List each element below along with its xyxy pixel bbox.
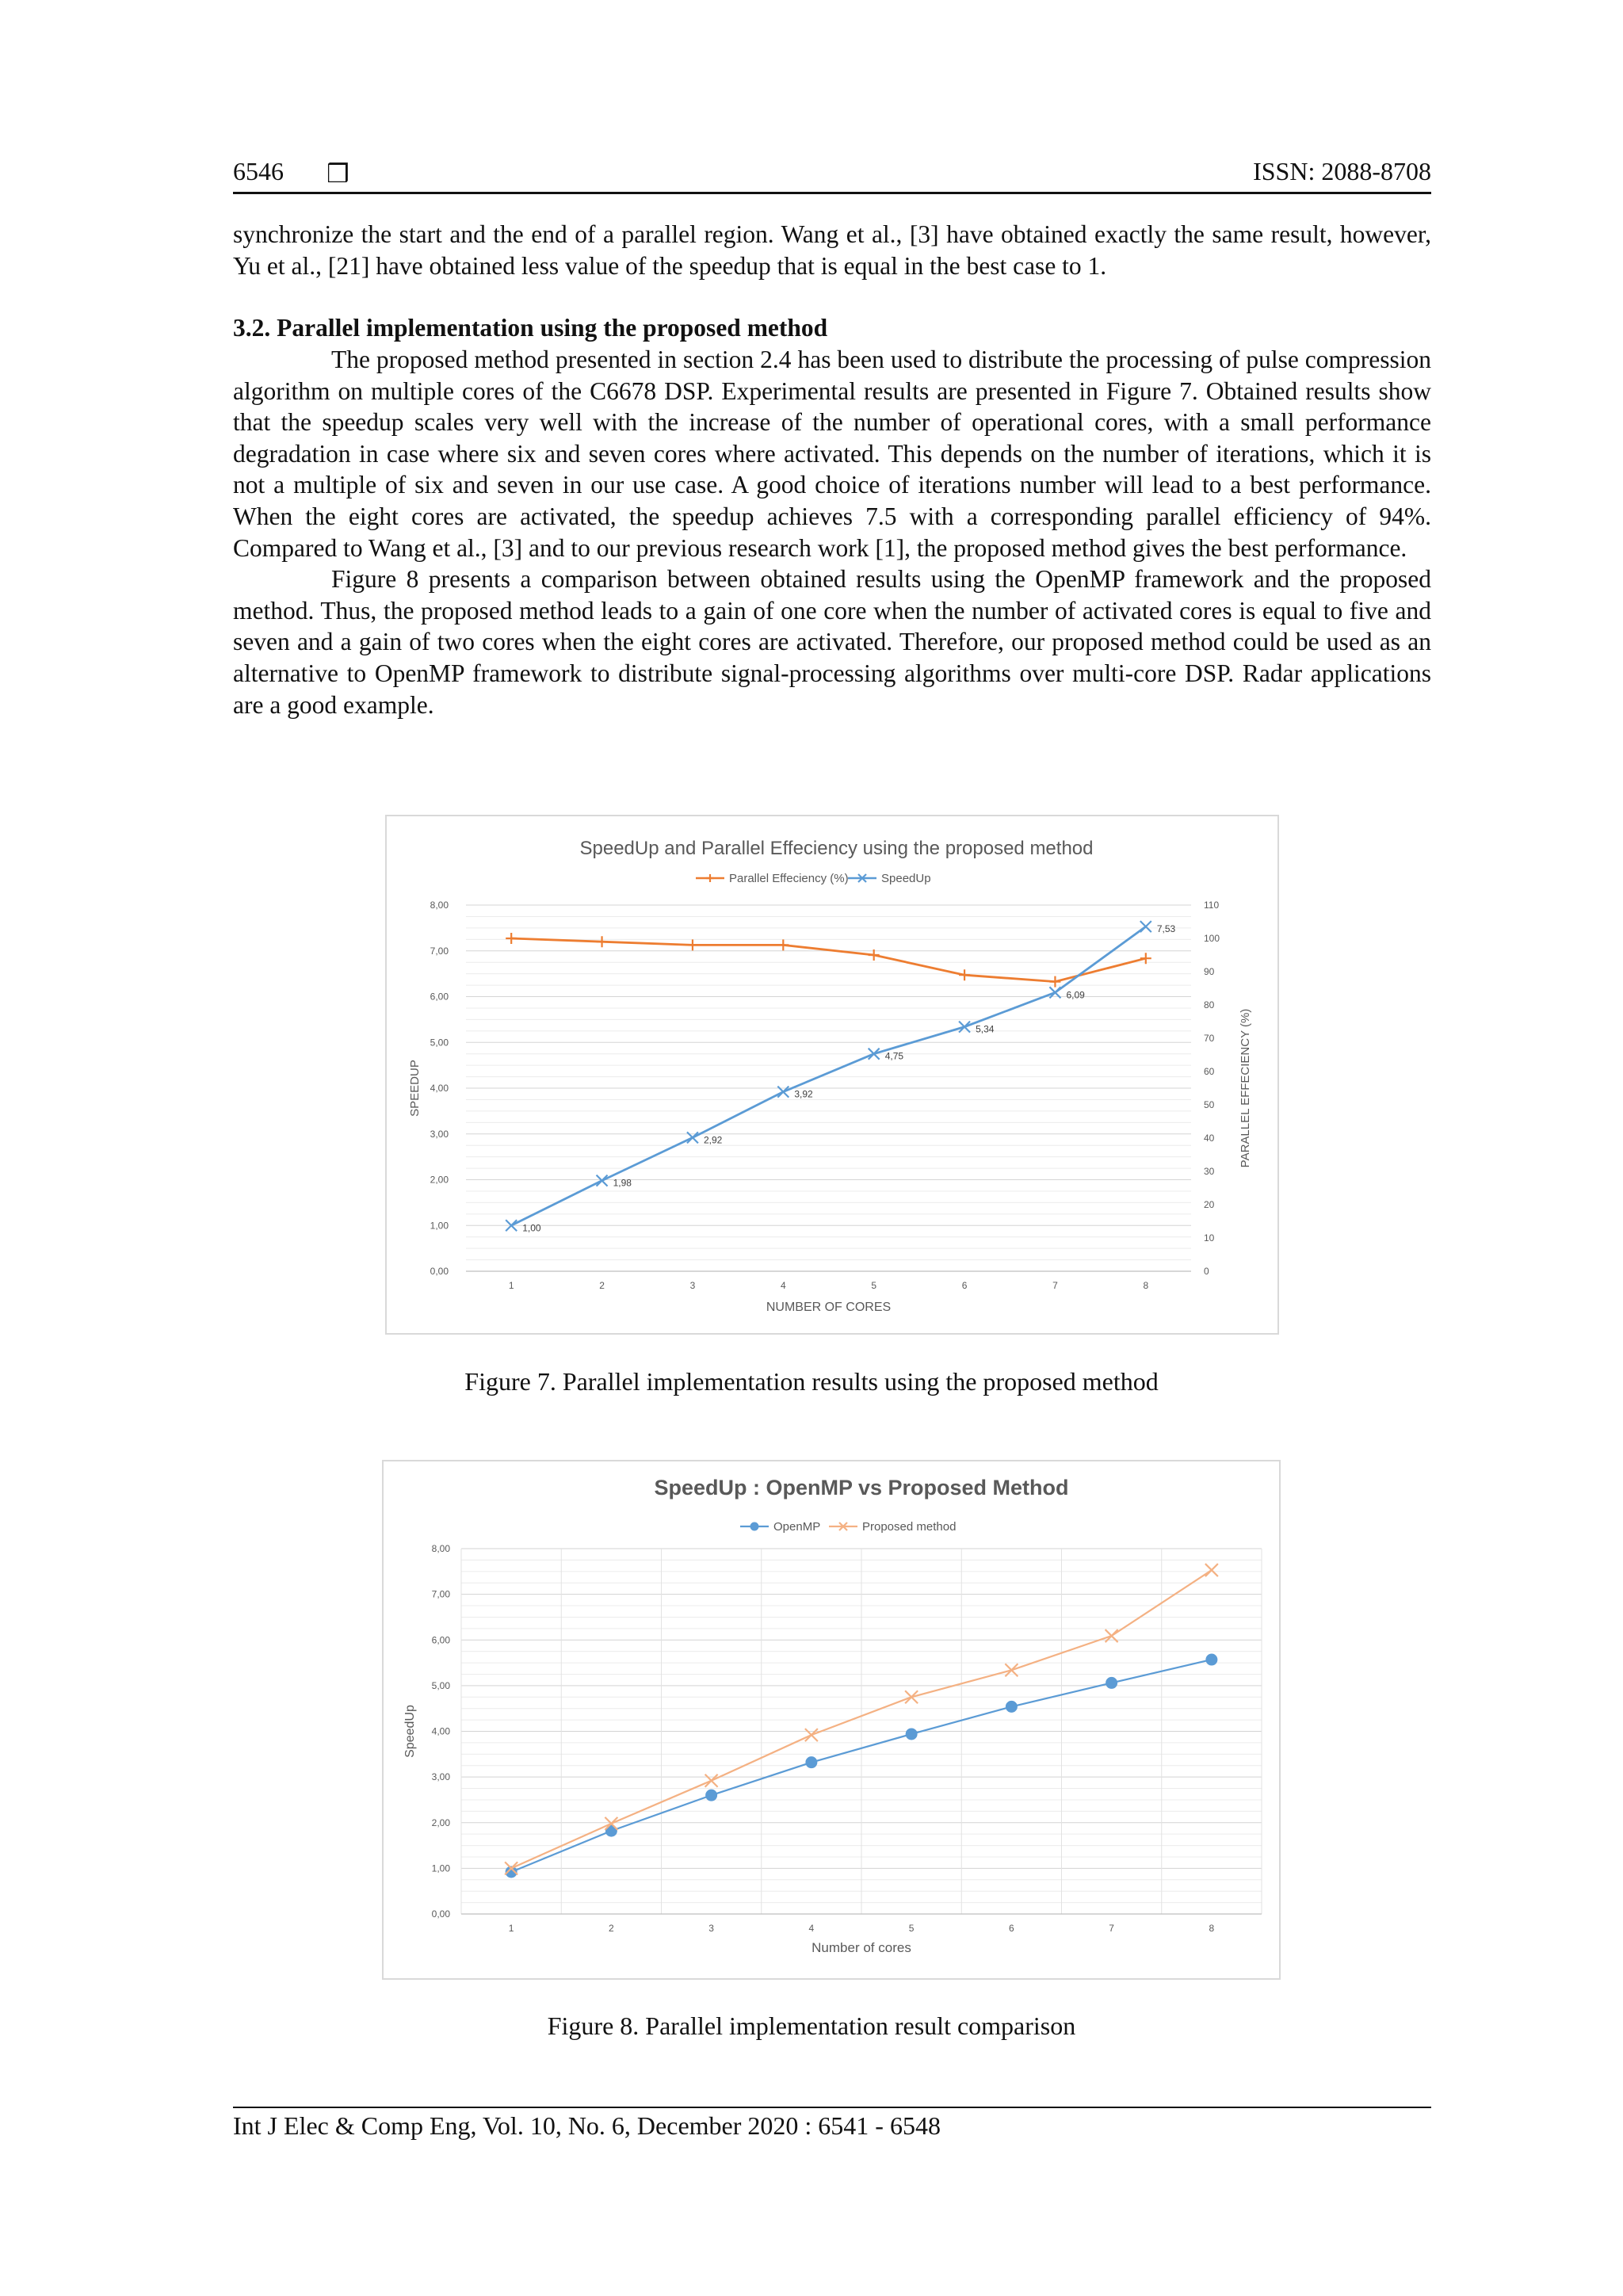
y-axis-label: SpeedUp xyxy=(403,1705,417,1758)
x-tick-label: 8 xyxy=(1209,1923,1215,1934)
y2-tick-label: 70 xyxy=(1204,1033,1215,1044)
footer-citation: Int J Elec & Comp Eng, Vol. 10, No. 6, December 2020 : 6541 - 6548 xyxy=(233,2111,941,2140)
legend-marker xyxy=(706,874,714,882)
legend-marker xyxy=(750,1522,758,1530)
y-tick-label: 5,00 xyxy=(430,1037,449,1049)
y2-tick-label: 10 xyxy=(1204,1232,1215,1244)
paragraph-2: The proposed method presented in section 2.4 has been used to distribute the processing of pulse compression algorithm on multiple cores of the C6678 DSP. Experimental results are presented in Figure 7. Obtained results show that the speedup scales very well with the increase of the number of operational cores, with a small performance degradation in case where six and seven cores where activated. This depends on the number of iterations, which it is not a multiple of six and seven in our use case. A good choice of iterations number will lead to a best performance. When the eight cores are activated, the speedup achieves 7.5 with a corresponding parallel efficiency of 94%. Compared to Wang et al., [3] and to our previous research work [1], the proposed method gives the best performance. xyxy=(233,346,1431,562)
y-tick-label: 6,00 xyxy=(431,1634,450,1646)
figure-8 xyxy=(382,1460,1281,1980)
y-tick-label: 3,00 xyxy=(430,1128,449,1140)
y-tick-label: 1,00 xyxy=(430,1220,449,1232)
y2-tick-label: 40 xyxy=(1204,1133,1215,1144)
chart-title: SpeedUp : OpenMP vs Proposed Method xyxy=(654,1476,1069,1499)
legend-label: SpeedUp xyxy=(881,872,931,885)
data-label: 1,00 xyxy=(522,1222,541,1234)
y-tick-label: 2,00 xyxy=(431,1817,450,1828)
page-header xyxy=(233,152,1431,193)
y2-tick-label: 0 xyxy=(1204,1266,1209,1277)
x-tick-label: 7 xyxy=(1109,1923,1114,1934)
x-tick-label: 1 xyxy=(508,1280,514,1291)
data-point xyxy=(597,936,608,947)
x-tick-label: 7 xyxy=(1052,1280,1058,1291)
x-tick-label: 5 xyxy=(871,1280,877,1291)
figure-7-chart xyxy=(387,816,1277,1333)
footer-rule xyxy=(233,2107,1431,2108)
y-tick-label: 0,00 xyxy=(431,1908,450,1920)
figure-7 xyxy=(385,815,1279,1335)
paragraph-3: Figure 8 presents a comparison between obtained results using the OpenMP framework and the proposed method. Thus, the proposed method leads to a gain of one core when the number of activated cores is equal to five and seven and a gain of two cores when the eight cores are activated. Therefore, our proposed method could be used as an alternative to OpenMP framework to distribute signal-processing algorithms over multi-core DSP. Radar applications are a good example. xyxy=(233,565,1431,719)
data-label: 7,53 xyxy=(1156,923,1176,935)
issn: ISSN: 2088-8708 xyxy=(1253,157,1431,185)
data-point xyxy=(1206,1654,1217,1665)
data-label: 2,92 xyxy=(703,1134,723,1146)
x-tick-label: 5 xyxy=(908,1923,915,1934)
data-label: 5,34 xyxy=(976,1023,995,1035)
legend-label: OpenMP xyxy=(773,1520,821,1534)
y-tick-label: 3,00 xyxy=(431,1771,450,1783)
x-axis-label: NUMBER OF CORES xyxy=(766,1301,892,1314)
data-point xyxy=(1106,1677,1117,1688)
data-point xyxy=(906,1729,917,1740)
paragraph-intro xyxy=(233,219,1431,281)
x-tick-label: 4 xyxy=(780,1280,786,1291)
data-point xyxy=(1006,1701,1017,1712)
y-tick-label: 8,00 xyxy=(431,1543,450,1554)
figure-8-chart xyxy=(384,1461,1279,1978)
data-point xyxy=(959,969,970,980)
legend-label: Parallel Effeciency (%) xyxy=(729,872,849,885)
x-tick-label: 2 xyxy=(599,1280,605,1291)
y2-tick-label: 80 xyxy=(1204,999,1215,1010)
y2-tick-label: 50 xyxy=(1204,1099,1215,1110)
data-label: 1,98 xyxy=(613,1177,632,1189)
y2-tick-label: 90 xyxy=(1204,966,1215,977)
y2-tick-label: 30 xyxy=(1204,1166,1215,1177)
y-tick-label: 1,00 xyxy=(431,1862,450,1874)
y-tick-label: 7,00 xyxy=(431,1588,450,1600)
data-point xyxy=(806,1757,817,1768)
data-point xyxy=(705,1775,718,1787)
x-tick-label: 6 xyxy=(1009,1923,1014,1934)
y2-tick-label: 20 xyxy=(1204,1199,1215,1210)
x-axis-label: Number of cores xyxy=(812,1940,911,1955)
data-point xyxy=(1140,921,1151,932)
y-axis-label: SPEEDUP xyxy=(408,1060,422,1117)
y-tick-label: 0,00 xyxy=(430,1266,449,1277)
y2-tick-label: 110 xyxy=(1204,900,1220,911)
section-heading: 3.2. Parallel implementation using the proposed method xyxy=(233,314,828,342)
x-tick-label: 6 xyxy=(961,1280,968,1291)
series-line-speedup xyxy=(511,926,1146,1225)
data-point xyxy=(597,1175,608,1186)
data-label: 4,75 xyxy=(884,1050,904,1062)
x-tick-label: 1 xyxy=(508,1923,514,1934)
y-tick-label: 5,00 xyxy=(431,1679,450,1691)
figure-7-caption: Figure 7. Parallel implementation results using the proposed method xyxy=(464,1367,1159,1396)
data-point xyxy=(706,1790,717,1801)
y2-tick-label: 60 xyxy=(1204,1066,1215,1077)
y-tick-label: 4,00 xyxy=(431,1725,450,1737)
y-tick-label: 4,00 xyxy=(430,1083,449,1094)
x-tick-label: 8 xyxy=(1143,1280,1149,1291)
y2-axis-label: PARALLEL EFFECIENCY (%) xyxy=(1239,1008,1252,1168)
x-tick-label: 3 xyxy=(689,1280,696,1291)
data-point xyxy=(506,933,517,944)
header-rule xyxy=(233,192,1431,194)
data-label: 3,92 xyxy=(794,1088,813,1100)
y-tick-label: 7,00 xyxy=(430,945,449,957)
data-point xyxy=(687,939,698,950)
data-point xyxy=(1205,1564,1218,1576)
data-point xyxy=(805,1729,818,1741)
chart-title: SpeedUp and Parallel Effeciency using the proposed method xyxy=(579,838,1094,859)
x-tick-label: 4 xyxy=(808,1923,815,1934)
box-symbol-icon: ❒ xyxy=(327,159,349,189)
data-point xyxy=(777,939,789,950)
legend-label: Proposed method xyxy=(862,1520,957,1534)
series-line-parallel-efficiency xyxy=(511,938,1146,982)
section-body xyxy=(233,344,1431,720)
y-tick-label: 2,00 xyxy=(430,1174,449,1186)
y-tick-label: 8,00 xyxy=(430,900,449,911)
data-label: 6,09 xyxy=(1066,989,1085,1001)
page-number: 6546 xyxy=(233,157,284,185)
x-tick-label: 2 xyxy=(609,1923,614,1934)
y2-tick-label: 100 xyxy=(1204,933,1220,944)
x-tick-label: 3 xyxy=(708,1923,714,1934)
figure-8-caption: Figure 8. Parallel implementation result comparison xyxy=(547,2011,1076,2040)
paragraph-1: synchronize the start and the end of a parallel region. Wang et al., [3] have obtained exactly the same result, however, Yu et al., [21] have obtained less value of the speedup that is equal in the best case to 1. xyxy=(233,220,1431,280)
y-tick-label: 6,00 xyxy=(430,991,449,1003)
